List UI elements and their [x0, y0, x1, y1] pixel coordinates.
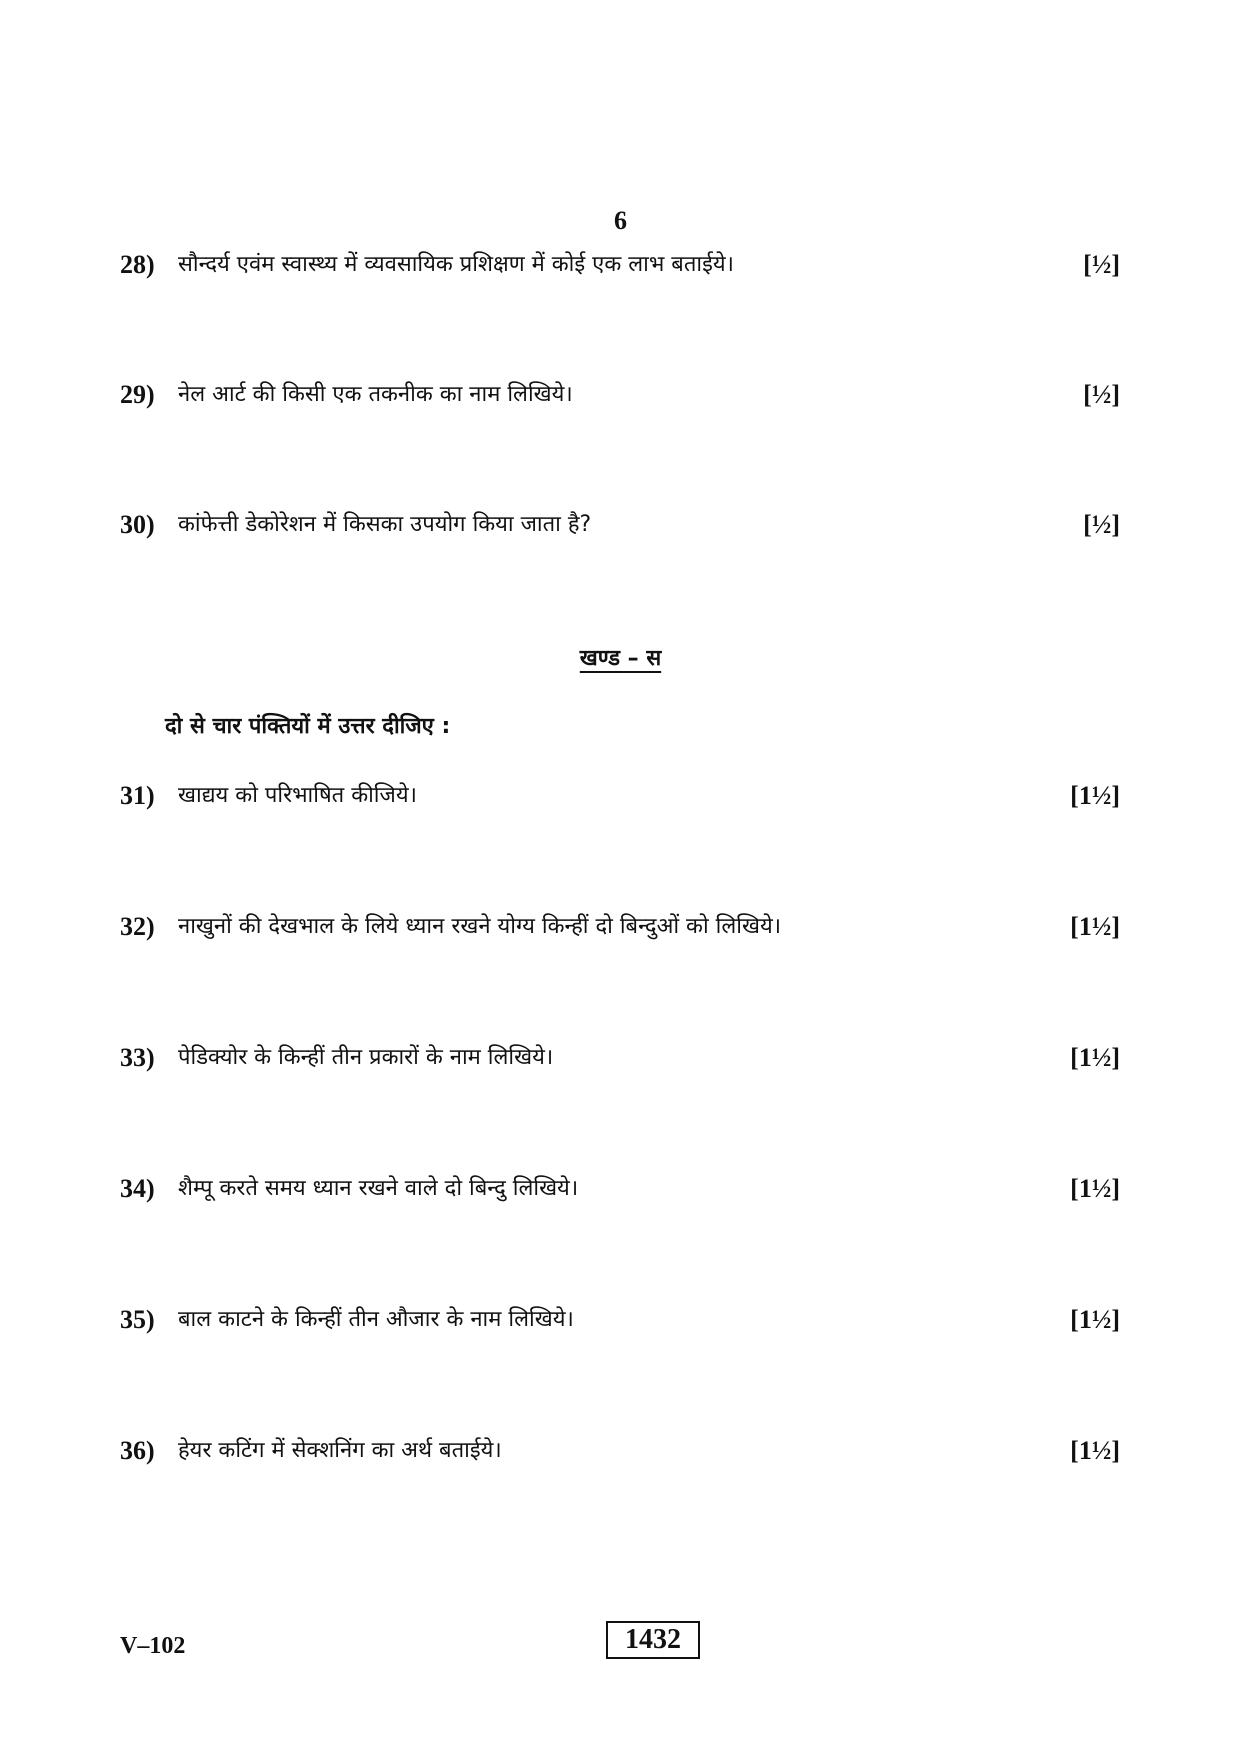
question-marks: [1½]	[1070, 781, 1120, 810]
question-text: पेडिक्योर के किन्हीं तीन प्रकारों के नाम लिखिये।	[178, 1045, 554, 1070]
question-29	[120, 375, 1120, 415]
page-number: 6	[614, 206, 627, 235]
question-32	[120, 907, 1120, 947]
question-text: शैम्पू करते समय ध्यान रखने वाले दो बिन्दु लिखिये।	[178, 1176, 579, 1201]
question-34	[120, 1169, 1120, 1209]
question-number: 35)	[120, 1305, 155, 1334]
question-text: खाद्यय को परिभाषित कीजिये।	[178, 783, 417, 808]
question-number: 31)	[120, 781, 155, 810]
question-marks: [1½]	[1070, 1436, 1120, 1465]
paper-code: V–102	[120, 1633, 186, 1659]
question-marks: [½]	[1083, 250, 1120, 279]
question-number: 34)	[120, 1174, 155, 1203]
page-code-box: 1432	[606, 1621, 700, 1659]
question-number: 36)	[120, 1436, 155, 1465]
question-28	[120, 245, 1120, 285]
question-text: नाखुनों की देखभाल के लिये ध्यान रखने योग्य किन्हीं दो बिन्दुओं को लिखिये।	[178, 914, 782, 939]
question-text: कांफेत्ती डेकोरेशन में किसका उपयोग किया जाता है?	[178, 512, 592, 537]
question-36	[120, 1431, 1120, 1471]
question-number: 29)	[120, 380, 155, 409]
question-number: 32)	[120, 912, 155, 941]
question-marks: [1½]	[1070, 1043, 1120, 1072]
question-text: सौन्दर्य एवंम स्वास्थ्य में व्यवसायिक प्रशिक्षण में कोई एक लाभ बताईये।	[178, 252, 735, 277]
question-number: 30)	[120, 510, 155, 539]
question-number: 33)	[120, 1043, 155, 1072]
question-31	[120, 776, 1120, 816]
question-35	[120, 1300, 1120, 1340]
question-marks: [1½]	[1070, 1174, 1120, 1203]
question-text: बाल काटने के किन्हीं तीन औजार के नाम लिखिये।	[178, 1307, 574, 1332]
question-marks: [½]	[1083, 380, 1120, 409]
question-marks: [1½]	[1070, 1305, 1120, 1334]
question-text: हेयर कटिंग में सेक्शनिंग का अर्थ बताईये।	[178, 1438, 502, 1463]
question-30	[120, 505, 1120, 545]
question-33	[120, 1038, 1120, 1078]
question-text: नेल आर्ट की किसी एक तकनीक का नाम लिखिये।	[178, 382, 573, 407]
section-instruction: दो से चार पंक्तियों में उत्तर दीजिए :	[165, 714, 451, 739]
question-marks: [1½]	[1070, 912, 1120, 941]
question-marks: [½]	[1083, 510, 1120, 539]
section-heading: खण्ड – स	[579, 646, 662, 671]
question-number: 28)	[120, 250, 155, 279]
